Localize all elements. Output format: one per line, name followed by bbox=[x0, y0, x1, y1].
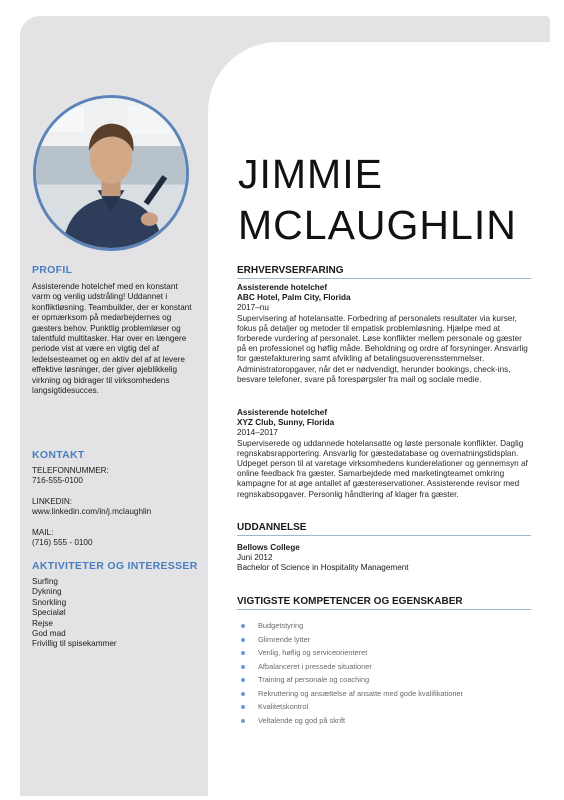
name-first: JIMMIE bbox=[238, 151, 383, 197]
activity-item: Snorkling bbox=[32, 597, 67, 607]
phone-label: TELEFONNUMMER: bbox=[32, 466, 109, 475]
phone-value: 716-555-0100 bbox=[32, 476, 83, 486]
skill-item: Veltalende og god på skrift bbox=[238, 714, 538, 728]
school-name: Bellows College bbox=[237, 543, 300, 552]
skill-item: Venlig, høflig og serviceorienteret bbox=[238, 646, 538, 660]
profile-paragraph: Assisterende hotelchef med en konstant varm og venlig udstråling! Uddannet i konfliktløsning. Teambuilder, der er konstant er opmærksom på medarbejdernes og gæsters behov. Punktlig problemløser og talentfuld multitasker. Har over en længere periode vist at være en vigtig del af ledelsesteamet og en aktiv del af at levere effektive løsninger, der giver øjeblikkelig virkning og bidrager til virksomhedens langsigtidesucces. bbox=[32, 282, 192, 396]
skill-item: Glimrende lytter bbox=[238, 633, 538, 647]
mail-value: (716) 555 - 0100 bbox=[32, 538, 93, 548]
contact-heading: KONTAKT bbox=[32, 449, 85, 461]
education-date: Juni 2012 bbox=[237, 553, 273, 563]
job-company: XYZ Club, Sunny, Florida bbox=[237, 418, 335, 428]
job-entry bbox=[237, 283, 533, 385]
linkedin-label: LINKEDIN: bbox=[32, 496, 73, 506]
activity-item: Frivillig til spisekammer bbox=[32, 639, 117, 649]
job-description: Supervisering af hotelansatte. Forbedring af personalets resultater via kurser, fokus på detaljer og metoder til empatisk problemløsning. Hjælpe med at forberede vurdering af personalet. Løse konflikter mellem personale og gæster på en professionel og høflig måde. Beholdning og ordre af forsyninger. Ansvarlig for gæstefakturering samt afvikling af betalingsuoverensstemmelser. Administratoropgaver, når det er nødvendigt, herunder bookings, check-ins, besvare telefoner, svare på forespørgsler fra mail og sociale medie. bbox=[237, 313, 528, 384]
job-title: Assisterende hotelchef bbox=[237, 408, 328, 417]
profile-photo bbox=[33, 95, 189, 251]
job-title: Assisterende hotelchef bbox=[237, 283, 328, 292]
skill-item: Training af personale og coaching bbox=[238, 673, 538, 687]
skill-item: Kvalitetskontrol bbox=[238, 700, 538, 714]
skill-item: Afbalanceret i pressede situationer bbox=[238, 660, 538, 674]
linkedin-link[interactable]: www.linkedin.com/in/j.mclaughlin bbox=[32, 507, 152, 517]
education-heading: UDDANNELSE bbox=[237, 522, 531, 536]
activities-heading: AKTIVITETER OG INTERESSER bbox=[32, 560, 198, 572]
job-entry bbox=[237, 408, 533, 500]
job-dates: 2014–2017 bbox=[237, 428, 278, 438]
skills-list bbox=[238, 619, 538, 727]
skill-item: Budgetstyring bbox=[238, 619, 538, 633]
job-company: ABC Hotel, Palm City, Florida bbox=[237, 293, 351, 303]
name-last: MCLAUGHLIN bbox=[238, 202, 517, 248]
skills-heading: VIGTIGSTE KOMPETENCER OG EGENSKABER bbox=[237, 596, 531, 610]
activity-item: Surfing bbox=[32, 577, 58, 586]
experience-heading: ERHVERVSERFARING bbox=[237, 265, 531, 279]
activity-item: Dykning bbox=[32, 587, 62, 597]
portrait-image bbox=[36, 98, 186, 248]
activity-item: Specialøl bbox=[32, 608, 66, 618]
job-description: Superviserede og uddannede hotelansatte og løste personale konflikter. Daglig regnskabsrapportering. Ansvarlig for gæstedatabase og overnatningstidsplan. Udpeget person til at varetage virksomhedens kunderelationer og gennemsyn af online feedback fra gæster. Samarbejdede med marketingteamet omkring kampagne for at øge antallet af gæstereservationer. Assisterende revisor med regnskabsopgaver. Personlig håndtering af klager fra gæster. bbox=[237, 438, 528, 499]
activity-item: Rejse bbox=[32, 618, 53, 628]
job-dates: 2017–nu bbox=[237, 303, 269, 313]
mail-label: MAIL: bbox=[32, 527, 54, 537]
activity-item: God mad bbox=[32, 629, 66, 639]
profile-text bbox=[32, 282, 194, 396]
contact-block bbox=[32, 466, 194, 548]
degree: Bachelor of Science in Hospitality Management bbox=[237, 563, 409, 573]
education-entry bbox=[237, 543, 533, 574]
profile-heading: PROFIL bbox=[32, 264, 73, 276]
activities-list bbox=[32, 577, 194, 650]
skill-item: Rekruttering og ansættelse af ansatte med gode kvalifikationer bbox=[238, 687, 538, 701]
